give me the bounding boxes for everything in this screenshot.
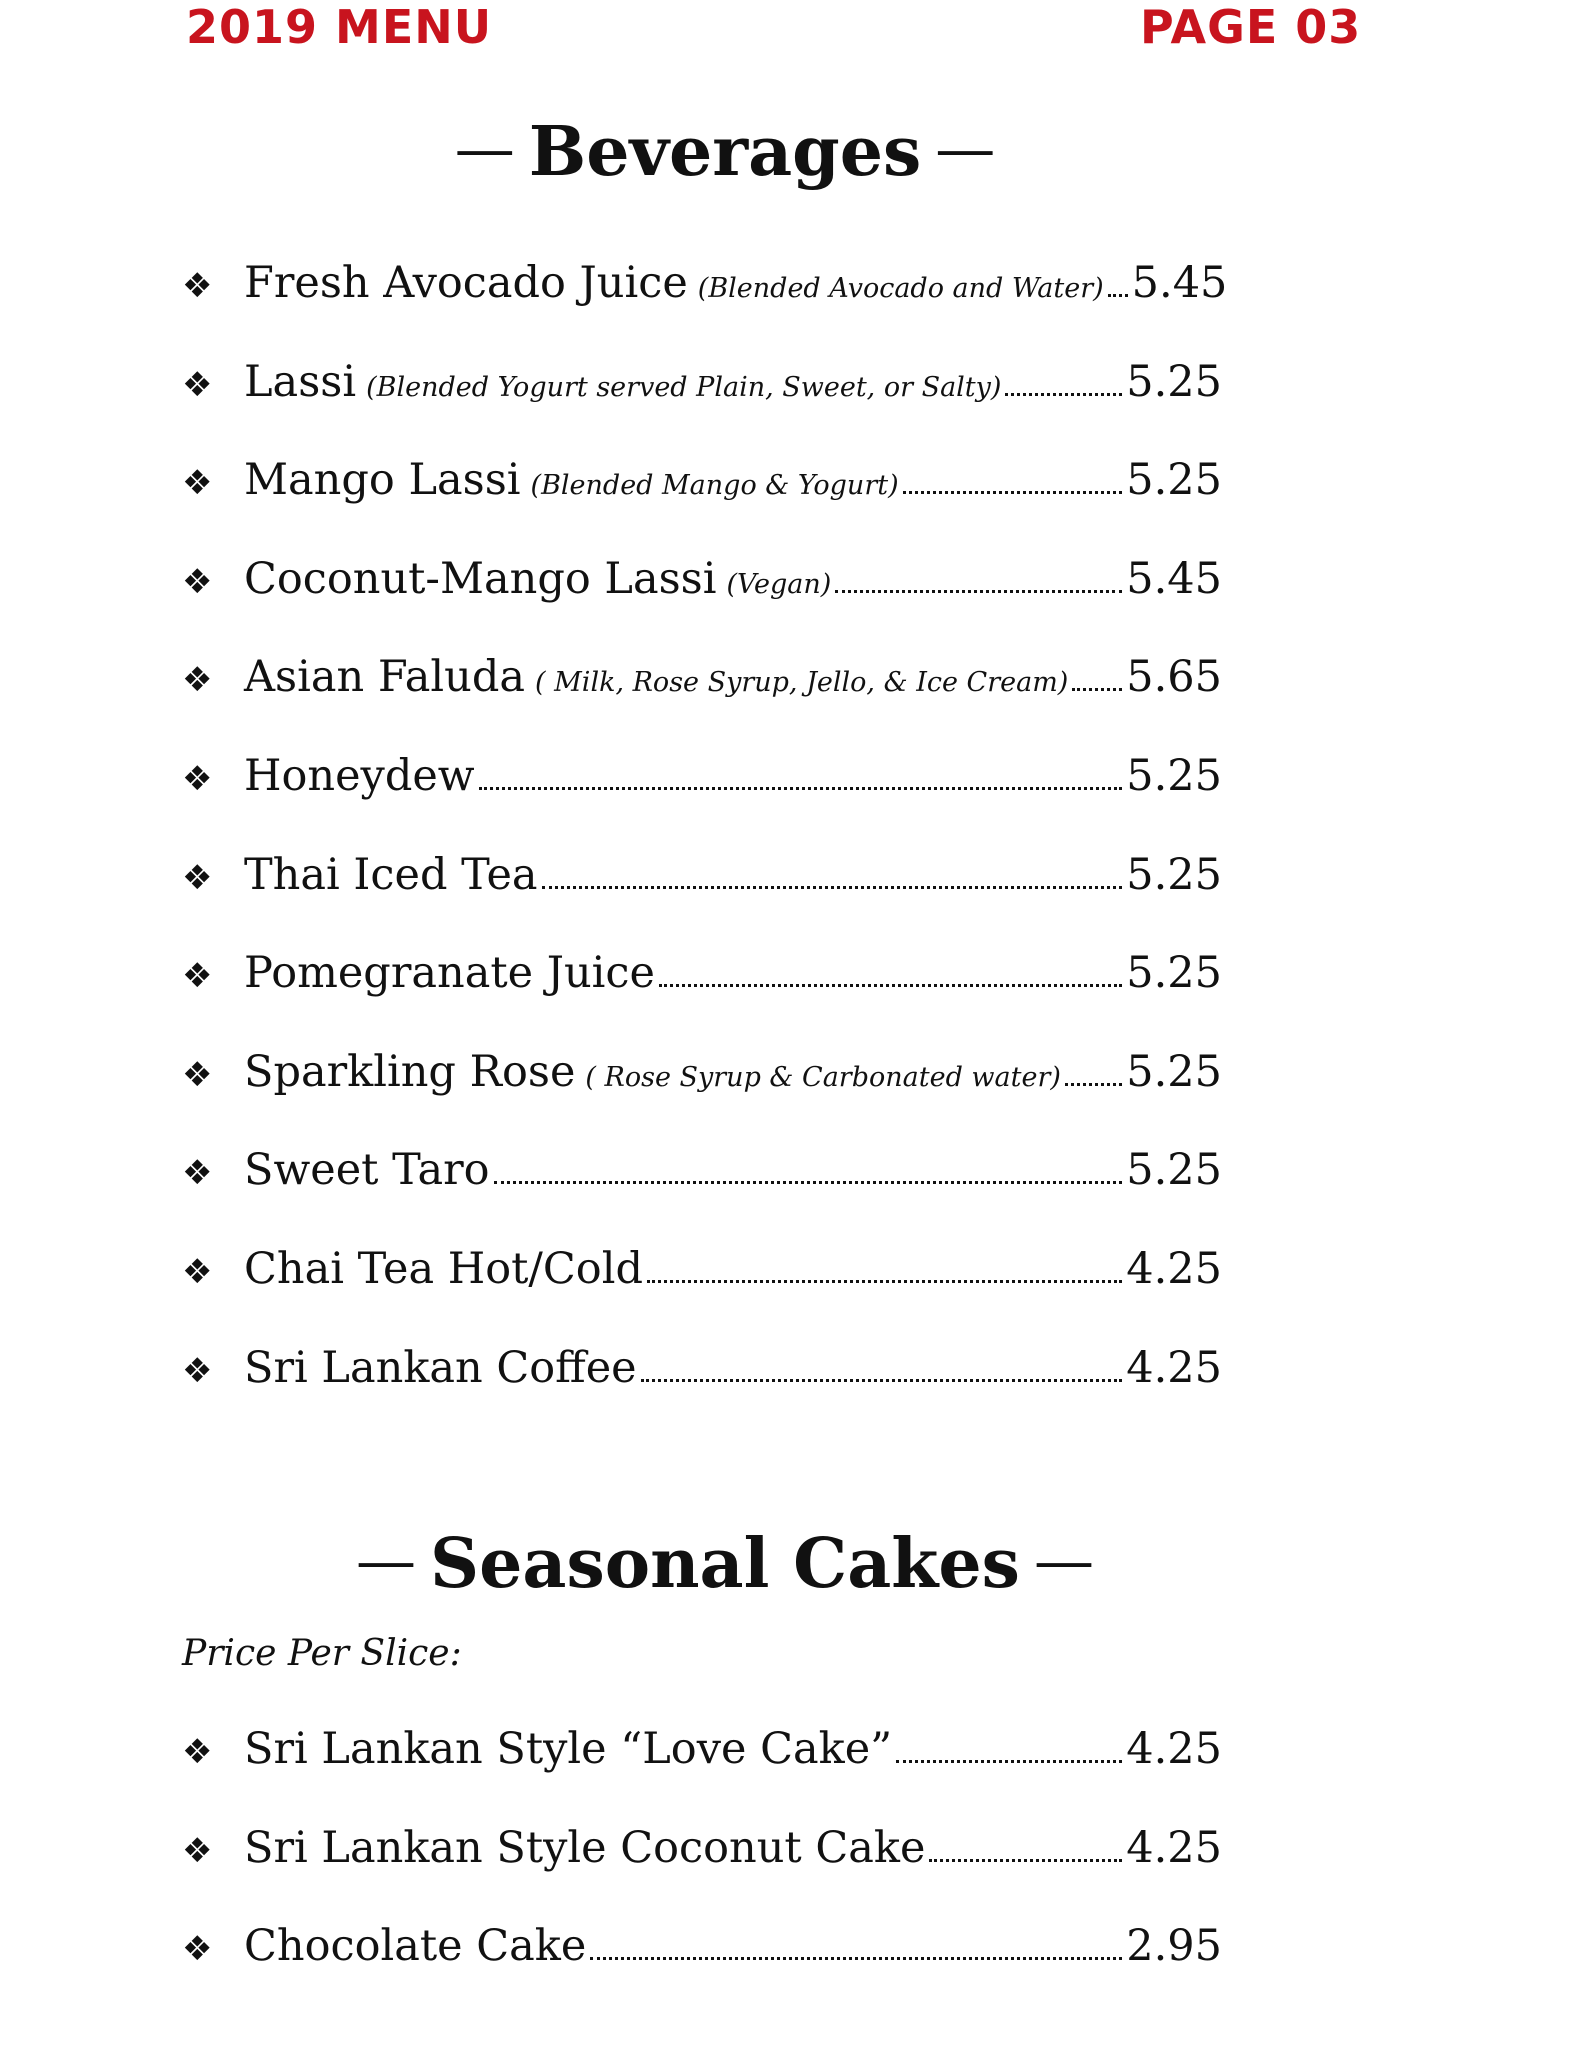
cakes-heading (0, 1524, 1450, 1604)
dot-leader (494, 1180, 1123, 1184)
menu-item-name: Sparkling Rose (244, 1046, 576, 1097)
dot-leader (1108, 293, 1128, 297)
menu-item-price: 5.25 (1126, 849, 1222, 900)
menu-item (182, 849, 1222, 953)
title-dash-left: — (356, 1526, 417, 1596)
menu-item (182, 553, 1222, 657)
dot-leader (896, 1759, 1122, 1763)
cakes-list (182, 1724, 1222, 2024)
menu-item (182, 1921, 1222, 2024)
dot-leader (659, 983, 1122, 987)
menu-item-name: Pomegranate Juice (244, 948, 655, 999)
title-dash-left: — (454, 114, 515, 184)
menu-item-description: (Blended Mango & Yogurt) (530, 470, 899, 502)
menu-item-price: 5.25 (1126, 1145, 1222, 1196)
diamond-bullet-icon: ❖ (182, 1830, 213, 1871)
menu-item (182, 1046, 1222, 1150)
beverages-heading (0, 112, 1450, 192)
menu-item-name: Chocolate Cake (244, 1921, 587, 1972)
menu-item-description: (Blended Yogurt served Plain, Sweet, or Salty) (366, 371, 1002, 403)
diamond-bullet-icon: ❖ (182, 1732, 213, 1772)
dot-leader (903, 490, 1123, 494)
menu-item-name: Sri Lankan Style Coconut Cake (244, 1822, 926, 1873)
diamond-bullet-icon: ❖ (182, 266, 213, 306)
menu-item (182, 356, 1222, 460)
menu-item-name: Honeydew (244, 750, 475, 801)
menu-item-price: 5.25 (1126, 1046, 1222, 1097)
dot-leader (835, 589, 1122, 593)
diamond-bullet-icon: ❖ (182, 660, 213, 701)
menu-item (182, 1243, 1222, 1347)
menu-item (182, 652, 1222, 755)
menu-item-price: 5.45 (1131, 258, 1228, 308)
dot-leader (1005, 392, 1122, 396)
diamond-bullet-icon: ❖ (182, 364, 213, 405)
dot-leader (1065, 1082, 1122, 1086)
menu-item-name: Mango Lassi (244, 455, 521, 506)
menu-item-price: 4.25 (1126, 1243, 1222, 1294)
menu-item-price: 5.25 (1126, 948, 1222, 999)
diamond-bullet-icon: ❖ (182, 1929, 213, 1970)
diamond-bullet-icon: ❖ (182, 758, 213, 799)
menu-item (182, 750, 1222, 854)
menu-item-price: 5.45 (1126, 553, 1222, 604)
menu-item-description: ( Rose Syrup & Carbonated water) (585, 1061, 1061, 1093)
menu-item (182, 455, 1222, 558)
dot-leader (590, 1956, 1122, 1960)
diamond-bullet-icon: ❖ (182, 857, 213, 898)
title-dash-right: — (935, 114, 996, 184)
cakes-title: Seasonal Cakes (430, 1524, 1020, 1604)
menu-item-price: 2.95 (1126, 1921, 1222, 1972)
dot-leader (647, 1279, 1122, 1283)
menu-year-label: 2019 MENU (186, 0, 493, 54)
menu-item-name: Chai Tea Hot/Cold (244, 1243, 643, 1294)
beverages-list (182, 258, 1228, 1445)
diamond-bullet-icon: ❖ (182, 1350, 213, 1391)
beverages-title: Beverages (528, 112, 922, 192)
menu-item-price: 4.25 (1126, 1724, 1222, 1774)
menu-item-description: (Blended Avocado and Water) (697, 273, 1104, 304)
page-number-label: PAGE 03 (1140, 0, 1362, 54)
diamond-bullet-icon: ❖ (182, 1251, 213, 1292)
menu-item-description: ( Milk, Rose Syrup, Jello, & Ice Cream) (535, 667, 1069, 699)
menu-item (182, 1342, 1222, 1446)
diamond-bullet-icon: ❖ (182, 1153, 213, 1194)
menu-item-name: Fresh Avocado Juice (244, 258, 688, 308)
diamond-bullet-icon: ❖ (182, 1054, 213, 1095)
menu-item-name: Coconut-Mango Lassi (244, 553, 717, 604)
menu-item (182, 1822, 1222, 1926)
diamond-bullet-icon: ❖ (182, 561, 213, 602)
menu-item-price: 4.25 (1126, 1342, 1222, 1393)
menu-item (182, 1724, 1222, 1827)
menu-item (182, 258, 1228, 361)
menu-item-name: Lassi (244, 356, 357, 407)
menu-item-name: Sri Lankan Style “Love Cake” (244, 1724, 893, 1774)
price-per-slice-label: Price Per Slice: (182, 1633, 462, 1674)
dot-leader (929, 1858, 1122, 1862)
menu-item-price: 4.25 (1126, 1822, 1222, 1873)
menu-item-name: Sri Lankan Coffee (244, 1342, 637, 1393)
dot-leader (641, 1378, 1123, 1382)
dot-leader (479, 786, 1123, 790)
menu-item (182, 1145, 1222, 1248)
menu-item-price: 5.25 (1126, 455, 1222, 506)
menu-item-name: Sweet Taro (244, 1145, 490, 1196)
dot-leader (1072, 687, 1122, 691)
title-dash-right: — (1033, 1526, 1094, 1596)
dot-leader (542, 885, 1123, 889)
menu-item-price: 5.25 (1126, 356, 1222, 407)
diamond-bullet-icon: ❖ (182, 956, 213, 997)
diamond-bullet-icon: ❖ (182, 463, 213, 504)
menu-item (182, 948, 1222, 1051)
menu-item-name: Asian Faluda (244, 652, 526, 703)
menu-item-description: (Vegan) (726, 568, 832, 600)
menu-item-price: 5.65 (1126, 652, 1222, 703)
menu-item-name: Thai Iced Tea (244, 849, 538, 900)
menu-item-price: 5.25 (1126, 750, 1222, 801)
